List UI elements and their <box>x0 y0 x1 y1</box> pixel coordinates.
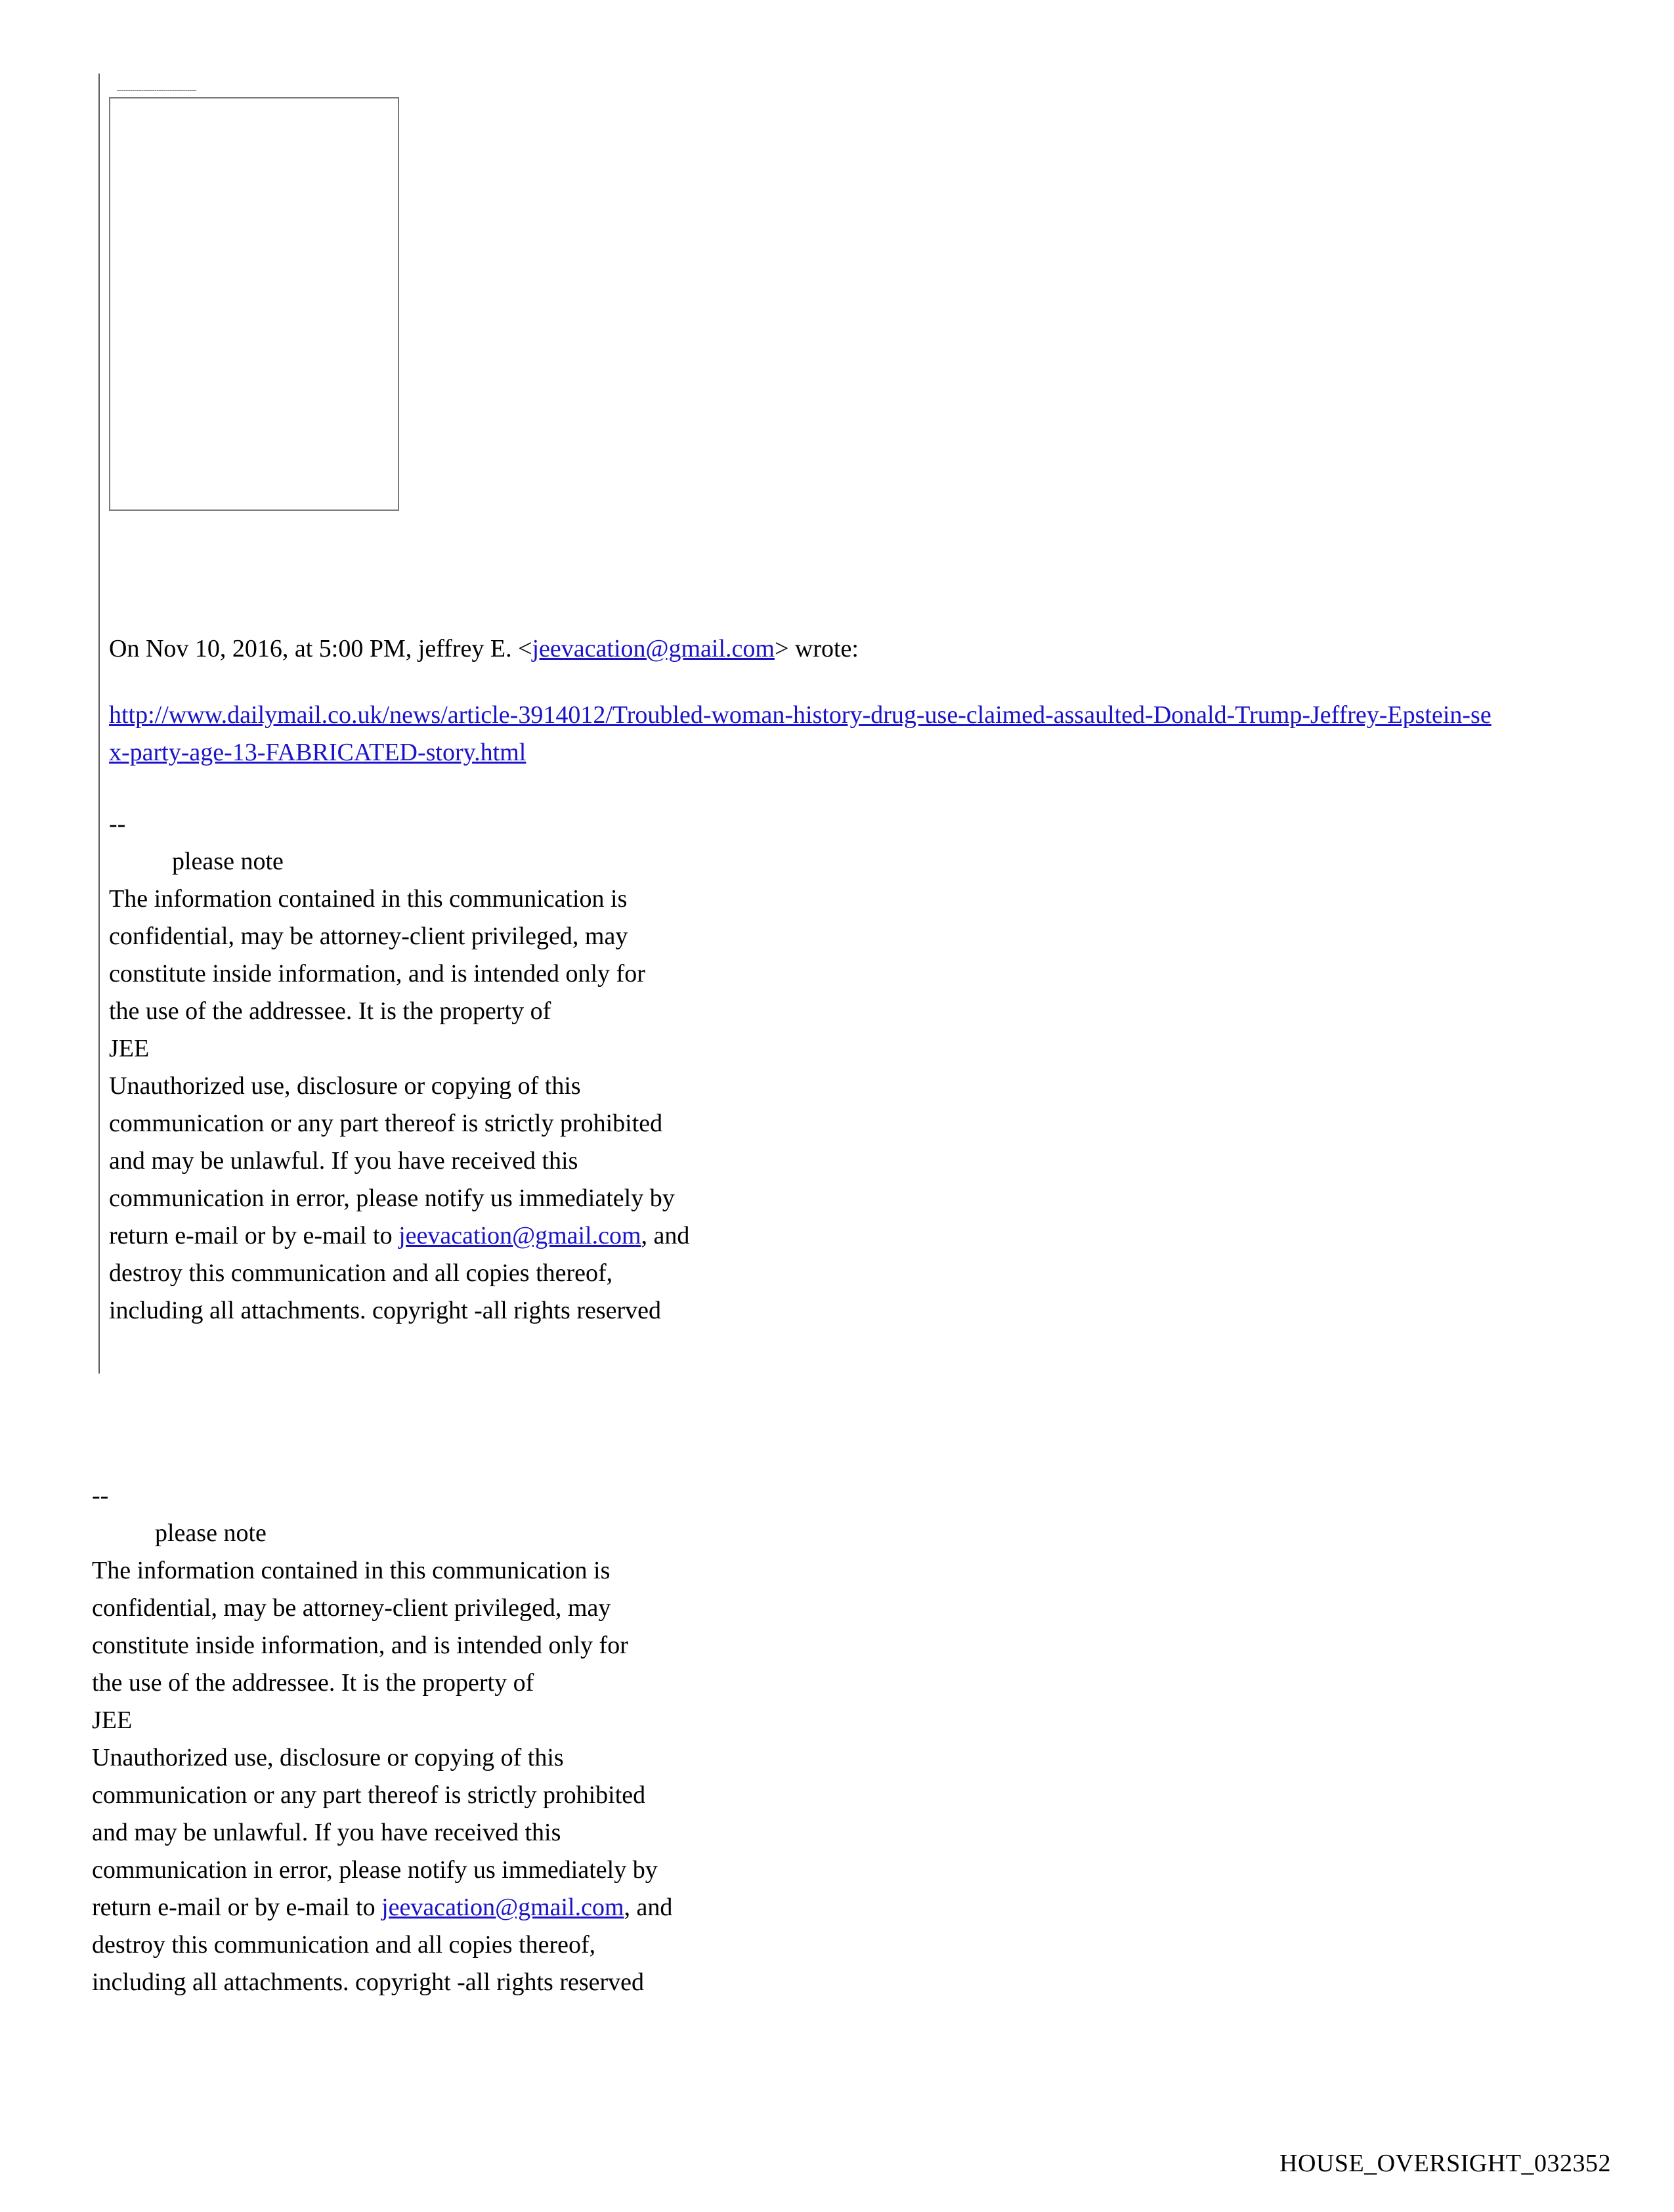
signature-1-contact-email-link[interactable]: jeevacation@gmail.com <box>398 1222 641 1249</box>
signature-1-please-note: please note <box>172 848 284 875</box>
signature-2-line-6: Unauthorized use, disclosure or copying of this <box>92 1744 564 1771</box>
signature-2-line-7: communication or any part thereof is strictly prohibited <box>92 1781 646 1809</box>
signature-2-please-note: please note <box>155 1519 267 1547</box>
signature-1-line-1: The information contained in this communication is <box>109 885 628 913</box>
signature-2-line-10-prefix: return e-mail or by e-mail to <box>92 1894 382 1921</box>
signature-1-line-9: communication in error, please notify us immediately by <box>109 1184 675 1212</box>
signature-1-line-3: constitute inside information, and is intended only for <box>109 960 645 987</box>
signature-1-line-10 <box>109 1217 1507 1255</box>
signature-1-line-7: communication or any part thereof is strictly prohibited <box>109 1110 663 1137</box>
signature-block-1 <box>109 806 1507 1330</box>
signature-1-line-5: JEE <box>109 1035 150 1062</box>
email-body <box>109 630 1507 1330</box>
quote-indent-rule <box>98 74 100 1374</box>
signature-2-line-1: The information contained in this communication is <box>92 1557 611 1584</box>
signature-2-line-5: JEE <box>92 1706 133 1734</box>
signature-2-contact-email-link[interactable]: jeevacation@gmail.com <box>381 1894 624 1921</box>
signature-1-line-6: Unauthorized use, disclosure or copying of this <box>109 1072 581 1100</box>
sender-email-link[interactable]: jeevacation@gmail.com <box>532 635 775 662</box>
quoted-header-suffix: > wrote: <box>774 635 859 662</box>
attachment-placeholder-caption: ------------------------------------ <box>117 87 197 94</box>
signature-2-line-11: destroy this communication and all copies thereof, <box>92 1931 596 1959</box>
signature-2-dashes: -- <box>92 1482 109 1509</box>
signature-2-line-10-suffix: , and <box>624 1894 673 1921</box>
article-url-link[interactable]: http://www.dailymail.co.uk/news/article-3914012/Troubled-woman-history-drug-use-claimed-assaulted-Donald-Trump-Jeffrey-Epstein-sex-party-age-13-FABRICATED-story.html <box>109 701 1492 766</box>
signature-1-line-4: the use of the addressee. It is the property of <box>109 997 551 1025</box>
signature-1-line-10-prefix: return e-mail or by e-mail to <box>109 1222 399 1249</box>
signature-2-line-2: confidential, may be attorney-client privileged, may <box>92 1594 611 1622</box>
signature-2-line-3: constitute inside information, and is intended only for <box>92 1632 628 1659</box>
quoted-header-line <box>109 630 1507 668</box>
signature-1-dashes: -- <box>109 810 126 838</box>
signature-2-line-4: the use of the addressee. It is the property of <box>92 1669 534 1697</box>
signature-1-line-8: and may be unlawful. If you have received this <box>109 1147 578 1175</box>
quoted-header-prefix: On Nov 10, 2016, at 5:00 PM, jeffrey E. < <box>109 635 532 662</box>
signature-1-line-10-suffix: , and <box>641 1222 690 1249</box>
signature-1-line-2: confidential, may be attorney-client privileged, may <box>109 922 628 950</box>
signature-2-line-10 <box>92 1889 1490 1926</box>
attachment-placeholder-box <box>109 97 399 511</box>
signature-2-line-12: including all attachments. copyright -all rights reserved <box>92 1968 645 1996</box>
signature-1-line-12: including all attachments. copyright -all rights reserved <box>109 1297 662 1324</box>
bates-number: HOUSE_OVERSIGHT_032352 <box>1279 2150 1611 2177</box>
signature-1-line-11: destroy this communication and all copies thereof, <box>109 1259 613 1287</box>
signature-block-2 <box>92 1477 1490 2001</box>
signature-2-line-8: and may be unlawful. If you have received this <box>92 1819 561 1846</box>
article-url-block <box>109 697 1494 771</box>
signature-2-line-9: communication in error, please notify us immediately by <box>92 1856 658 1884</box>
